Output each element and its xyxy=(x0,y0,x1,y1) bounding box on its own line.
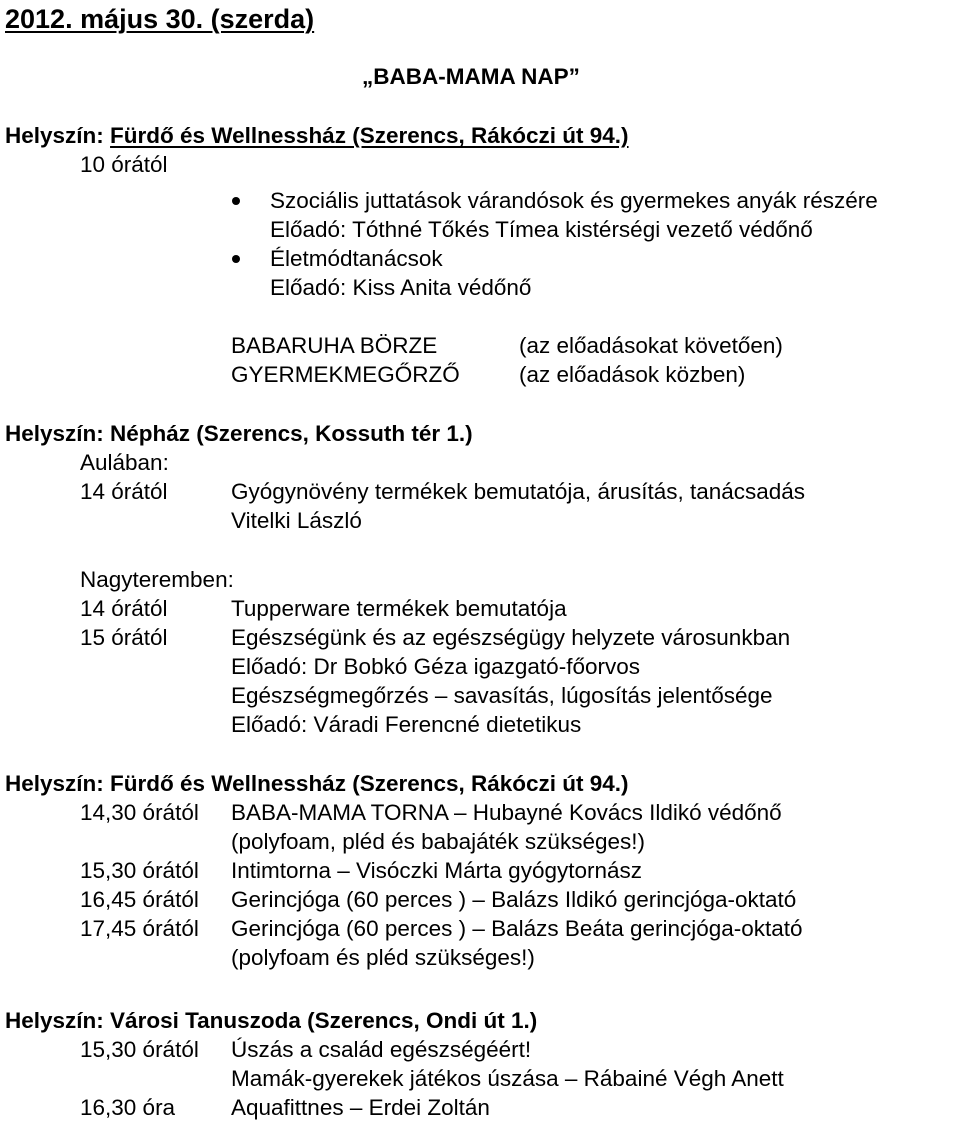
program-desc: Egészségünk és az egészségügy helyzete városunkban xyxy=(231,625,791,650)
venue-name: Népház (Szerencs, Kossuth tér 1.) xyxy=(110,421,473,446)
event-title: „BABA-MAMA NAP” xyxy=(362,64,580,89)
program-desc: Gerincjóga (60 perces ) – Balázs Ildikó gerincjóga-oktató xyxy=(231,887,797,912)
time-label: 14 órától xyxy=(80,479,168,504)
time-label: 15,30 órától xyxy=(80,1037,199,1062)
bullet-icon xyxy=(232,255,240,263)
presenter-line: Előadó: Dr Bobkó Géza igazgató-főorvos xyxy=(231,654,640,679)
list-item: Életmódtanácsok xyxy=(270,246,443,271)
time-label: 15,30 órától xyxy=(80,858,199,883)
venue-label: Helyszín: xyxy=(5,1008,104,1033)
venue-name: Fürdő és Wellnessház (Szerencs, Rákóczi út 94.) xyxy=(110,123,629,148)
program-desc: Úszás a család egészségéért! xyxy=(231,1037,532,1062)
program-desc: BABA-MAMA TORNA – Hubayné Kovács Ildikó védőnő xyxy=(231,800,782,825)
program-note: (polyfoam és pléd szükséges!) xyxy=(231,945,535,970)
date-heading: 2012. május 30. (szerda) xyxy=(5,4,315,34)
list-item: Szociális juttatások várandósok és gyermekes anyák részére xyxy=(270,188,878,213)
program-desc: Gyógynövény termékek bemutatója, árusítás, tanácsadás xyxy=(231,479,806,504)
venue-label: Helyszín: xyxy=(5,421,104,446)
extra-name: BABARUHA BÖRZE xyxy=(231,333,438,358)
venue-name: Fürdő és Wellnessház (Szerencs, Rákóczi út 94.) xyxy=(110,771,629,796)
presenter-line: Előadó: Kiss Anita védőnő xyxy=(270,275,532,300)
presenter-line: Előadó: Tóthné Tőkés Tímea kistérségi vezető védőnő xyxy=(270,217,813,242)
program-desc: Egészségmegőrzés – savasítás, lúgosítás jelentősége xyxy=(231,683,773,708)
program-note: (polyfoam, pléd és babajáték szükséges!) xyxy=(231,829,645,854)
time-label: 10 órától xyxy=(80,152,168,177)
venue-name: Városi Tanuszoda (Szerencs, Ondi út 1.) xyxy=(110,1008,538,1033)
venue-line-4 xyxy=(5,1006,537,1035)
extra-note: (az előadások közben) xyxy=(519,362,746,387)
presenter-line: Előadó: Váradi Ferencné dietetikus xyxy=(231,712,582,737)
venue-label: Helyszín: xyxy=(5,123,104,148)
program-desc: Mamák-gyerekek játékos úszása – Rábainé Végh Anett xyxy=(231,1066,784,1091)
subsection-label: Nagyteremben: xyxy=(80,567,234,592)
venue-line-3 xyxy=(5,769,629,798)
venue-line-1 xyxy=(5,121,629,150)
bullet-icon xyxy=(232,197,240,205)
subsection-label: Aulában: xyxy=(80,450,169,475)
time-label: 15 órától xyxy=(80,625,168,650)
presenter-line: Vitelki László xyxy=(231,508,362,533)
program-desc: Tupperware termékek bemutatója xyxy=(231,596,567,621)
program-desc: Intimtorna – Visóczki Márta gyógytornász xyxy=(231,858,643,883)
time-label: 14 órától xyxy=(80,596,168,621)
time-label: 17,45 órától xyxy=(80,916,199,941)
venue-line-2 xyxy=(5,419,473,448)
time-label: 16,30 óra xyxy=(80,1095,176,1120)
extra-note: (az előadásokat követően) xyxy=(519,333,783,358)
venue-label: Helyszín: xyxy=(5,771,104,796)
program-desc: Gerincjóga (60 perces ) – Balázs Beáta gerincjóga-oktató xyxy=(231,916,803,941)
time-label: 14,30 órától xyxy=(80,800,199,825)
program-desc: Aquafittnes – Erdei Zoltán xyxy=(231,1095,490,1120)
extra-name: GYERMEKMEGŐRZŐ xyxy=(231,362,460,387)
time-label: 16,45 órától xyxy=(80,887,199,912)
